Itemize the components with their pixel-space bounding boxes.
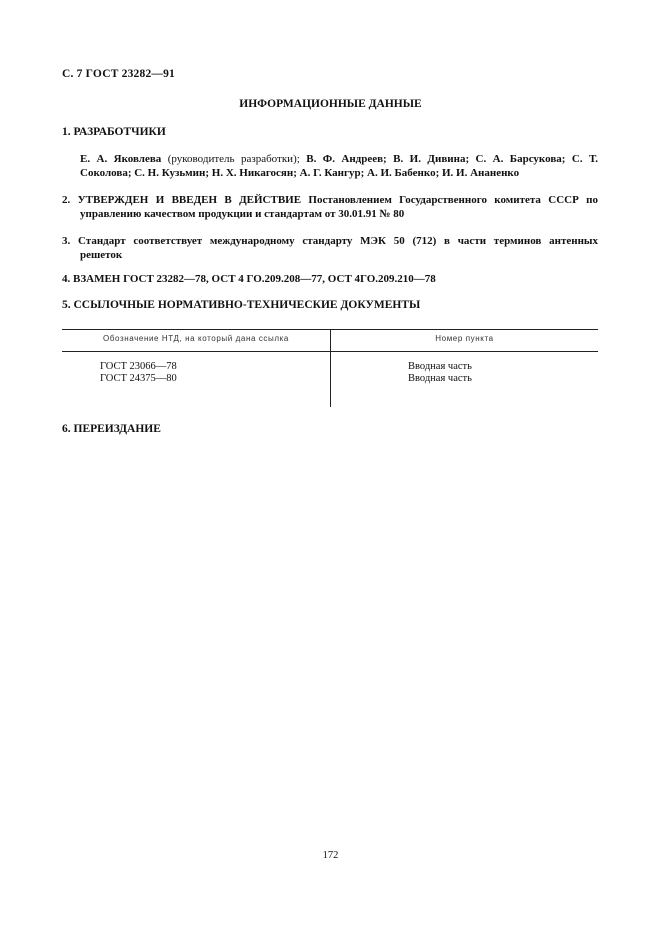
section-4: 4. ВЗАМЕН ГОСТ 23282—78, ОСТ 4 ГО.209.208—77, ОСТ 4ГО.209.210—78 xyxy=(62,273,436,285)
developers-line-2: Соколова; С. Н. Кузьмин; Н. Х. Никагосян; А. Г. Кангур; А. И. Бабенко; И. И. Ананенко xyxy=(80,167,520,179)
table-header-clause: Номер пункта xyxy=(435,334,494,343)
section-2 xyxy=(62,193,598,221)
section-3 xyxy=(62,234,598,262)
developers-line-1 xyxy=(80,152,598,166)
page-number: 172 xyxy=(322,850,339,861)
lead-developer-role: (руководитель разработки); xyxy=(167,153,300,165)
lead-developer: Е. А. Яковлева xyxy=(80,153,162,165)
table-cell-document-1: ГОСТ 23066—78 xyxy=(100,361,177,372)
table-cell-clause-1: Вводная часть xyxy=(408,361,472,372)
developers-list-1: В. Ф. Андреев; В. И. Дивина; С. А. Барсукова; С. Т. xyxy=(306,153,599,165)
section-3-line-2: решеток xyxy=(80,249,123,261)
section-2-line-2: управлению качеством продукции и стандартам от 30.01.91 № 80 xyxy=(80,208,405,220)
reference-documents-table xyxy=(62,329,598,407)
page-header: С. 7 ГОСТ 23282—91 xyxy=(62,68,175,80)
section-1-heading: 1. РАЗРАБОТЧИКИ xyxy=(62,126,166,138)
section-3-line-1: 3. Стандарт соответствует международному стандарту МЭК 50 (712) в части терминов антенных xyxy=(62,235,598,247)
table-header-document: Обозначение НТД, на который дана ссылка xyxy=(103,334,289,343)
section-1-body xyxy=(80,152,598,180)
table-cell-document-2: ГОСТ 24375—80 xyxy=(100,373,177,384)
section-5-heading: 5. ССЫЛОЧНЫЕ НОРМАТИВНО-ТЕХНИЧЕСКИЕ ДОКУМЕНТЫ xyxy=(62,299,421,311)
table-cell-clause-2: Вводная часть xyxy=(408,373,472,384)
document-title: ИНФОРМАЦИОННЫЕ ДАННЫЕ xyxy=(239,98,422,110)
section-6-heading: 6. ПЕРЕИЗДАНИЕ xyxy=(62,423,161,435)
section-2-line-1: 2. УТВЕРЖДЕН И ВВЕДЕН В ДЕЙСТВИЕ Постановлением Государственного комитета СССР по xyxy=(62,194,598,206)
